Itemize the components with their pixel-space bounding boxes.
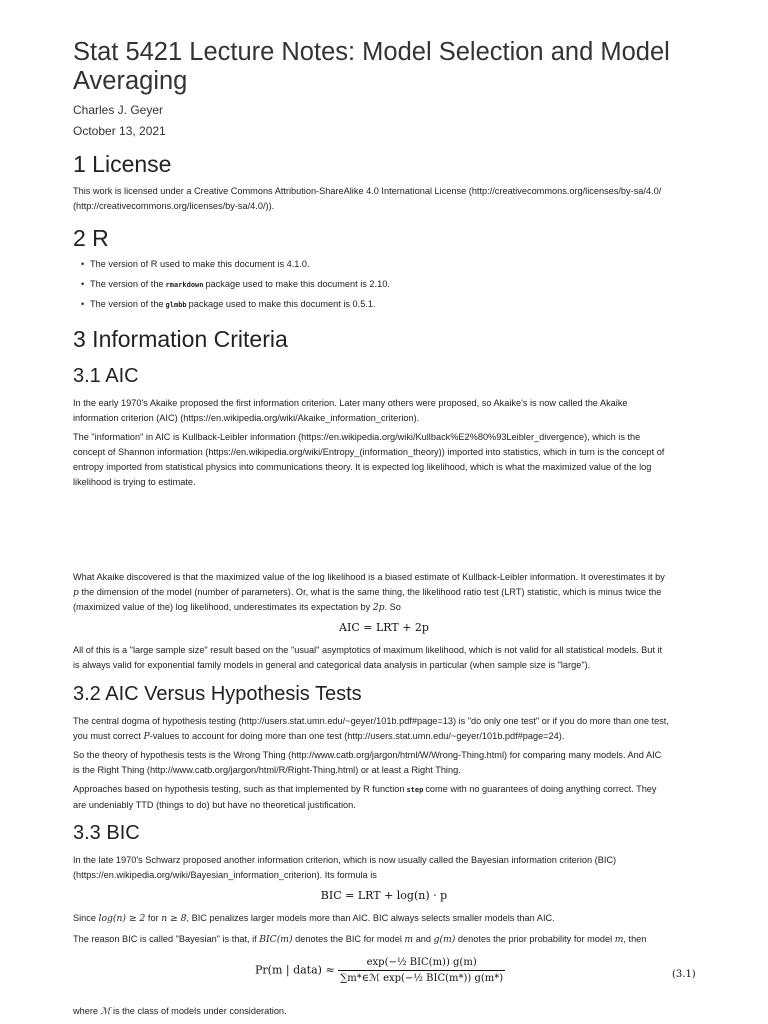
author: Charles J. Geyer [73,103,164,117]
tests-paragraph-1 [73,714,698,744]
math-p: p [73,587,79,598]
text-line: (https://en.wikipedia.org/wiki/Bayesian_information_criterion). Its formula is [73,870,377,880]
text-line: is always valid for exponential family models in general and categorical data analysis in particular (when sample size is "large"). [73,660,591,670]
license-paragraph [73,184,698,214]
list-item-text: package used to make this document is 2.10. [205,279,390,289]
text-line: In the early 1970's Akaike proposed the first information criterion. Later many others were proposed, so Akaike's is now called the Akaike [73,398,628,408]
subsection-aic-heading: 3.1 AIC [73,365,139,387]
section-r-heading: 2 R [73,225,109,251]
glmbb-package-name: glmbb [165,301,187,309]
math-g-m: g(m) [433,934,456,945]
bic-paragraph-3 [73,932,698,947]
list-item-text: The version of the [90,279,164,289]
text-line: The "information" in AIC is Kullback-Leibler information (https://en.wikipedia.org/wiki/Kullback%E2%80%93Leibler_divergence), which is the [73,432,641,442]
bic-paragraph-1 [73,853,698,883]
step-function-name: step [406,786,424,794]
equation-numerator: exp(−½ BIC(m)) g(m) [338,957,505,971]
text-line: likelihood is trying to estimate. [73,477,196,487]
list-item-rmarkdown-version [90,279,390,289]
text-line: are undeniably TTD (things to do) but have no theoretical justification. [73,800,356,810]
text-line [73,600,698,615]
list-item-r-version: • The version of R used to make this document is 4.1.0. [90,259,310,269]
text-span: denotes the BIC for model [292,934,405,944]
math-n-ge-8: n ≥ 8 [161,913,187,924]
bic-paragraph-4 [73,1004,698,1019]
license-line-1: This work is licensed under a Creative Commons Attribution-ShareAlike 4.0 International License (http://creativecommons.org/licenses/by-sa/4.0/ [73,186,662,196]
math-2p: 2p [372,602,385,613]
text-span: Approaches based on hypothesis testing, such as that implemented by R function [73,784,405,794]
text-line: entropy imported from statistical physics into communications theory. It is expected log likelihood, which is what the maximized value of the log [73,462,652,472]
math-m: m [404,934,414,945]
text-span: . So [384,602,401,612]
math-model-class: ℳ [100,1006,111,1017]
text-span: you must correct [73,731,144,741]
text-line: So the theory of hypothesis tests is the Wrong Thing (http://www.catb.org/jargon/html/W/Wrong-Thing.html) for comparing many models. And AIC [73,750,662,760]
posterior-equation [255,957,505,984]
math-P: P [143,731,150,742]
license-line-2: (http://creativecommons.org/licenses/by-sa/4.0/)). [73,201,275,211]
equation-lhs: Pr(m | data) ≈ [255,963,335,977]
aic-paragraph-3 [73,570,698,615]
text-line: is the Right Thing (http://www.catb.org/jargon/html/R/Right-Thing.html) or at least a Right Thing. [73,765,461,775]
bic-paragraph-2 [73,911,698,926]
bic-equation: BIC = LRT + log(n) · p [320,889,448,902]
text-line: The central dogma of hypothesis testing (http://users.stat.umn.edu/~geyer/101b.pdf#page=13) is "do only one test" or if you do more than one test, [73,716,669,726]
section-information-criteria-heading: 3 Information Criteria [73,326,288,352]
list-item-glmbb-version [90,299,376,309]
text-span: -values to account for doing more than one test (http://users.stat.umn.edu/~geyer/101b.pdf#page=24). [149,731,565,741]
equation-number: (3.1) [672,969,696,980]
math-log-n: log(n) ≥ 2 [98,913,146,924]
text-span: the dimension of the model (number of parameters). Or, what is the same thing, the likelihood ratio test (LRT) statistic, which is minus twice the [78,587,662,597]
subsection-bic-heading: 3.3 BIC [73,822,140,844]
math-bic-m: BIC(m) [259,934,293,945]
text-span: Since [73,913,99,923]
text-span: , then [623,934,647,944]
text-span: where [73,1006,101,1016]
text-line [73,585,698,600]
rmarkdown-package-name: rmarkdown [165,281,204,289]
text-span: , BIC penalizes larger models more than AIC. BIC always selects smaller models than AIC. [186,913,555,923]
text-span: The reason BIC is called "Bayesian" is that, if [73,934,260,944]
aic-paragraph-2 [73,430,698,490]
list-item-text: package used to make this document is 0.5.1. [188,299,376,309]
text-span: is the class of models under consideration. [110,1006,287,1016]
tests-paragraph-2 [73,748,698,778]
text-span: come with no guarantees of doing anything correct. They [425,784,657,794]
text-span: (maximized value of the) log likelihood, underestimates its expectation by [73,602,373,612]
tests-paragraph-3 [73,782,698,813]
text-line [73,729,698,744]
text-span: denotes the prior probability for model [455,934,615,944]
text-line: concept of Shannon information (https://en.wikipedia.org/wiki/Entropy_(information_theory)) imported into statistics, which in turn is the concept of [73,447,665,457]
text-line: In the late 1970's Schwarz proposed another information criterion, which is now usually called the Bayesian information criterion (BIC) [73,855,617,865]
text-line [73,782,698,798]
page-title: Stat 5421 Lecture Notes: Model Selection and Model Averaging [73,38,670,95]
aic-paragraph-4 [73,643,698,673]
subsection-aic-vs-tests-heading: 3.2 AIC Versus Hypothesis Tests [73,683,362,705]
text-span: and [413,934,434,944]
section-license-heading: 1 License [73,151,172,177]
list-item-text: The version of the [90,299,164,309]
aic-equation: AIC = LRT + 2p [339,621,429,634]
text-line: information criterion (AIC) (https://en.wikipedia.org/wiki/Akaike_information_criterion). [73,413,420,423]
equation-fraction [338,957,505,984]
aic-paragraph-1 [73,396,698,426]
equation-denominator: ∑m*∈ℳ exp(−½ BIC(m*)) g(m*) [340,973,504,984]
text-line: All of this is a "large sample size" result based on the "usual" asymptotics of maximum likelihood, which is not valid for all statistical models. But it [73,645,663,655]
text-span: for [145,913,162,923]
date: October 13, 2021 [73,124,166,138]
text-line: What Akaike discovered is that the maximized value of the log likelihood is a biased estimate of Kullback-Leibler information. It overestimates it by [73,572,665,582]
math-m: m [614,934,624,945]
